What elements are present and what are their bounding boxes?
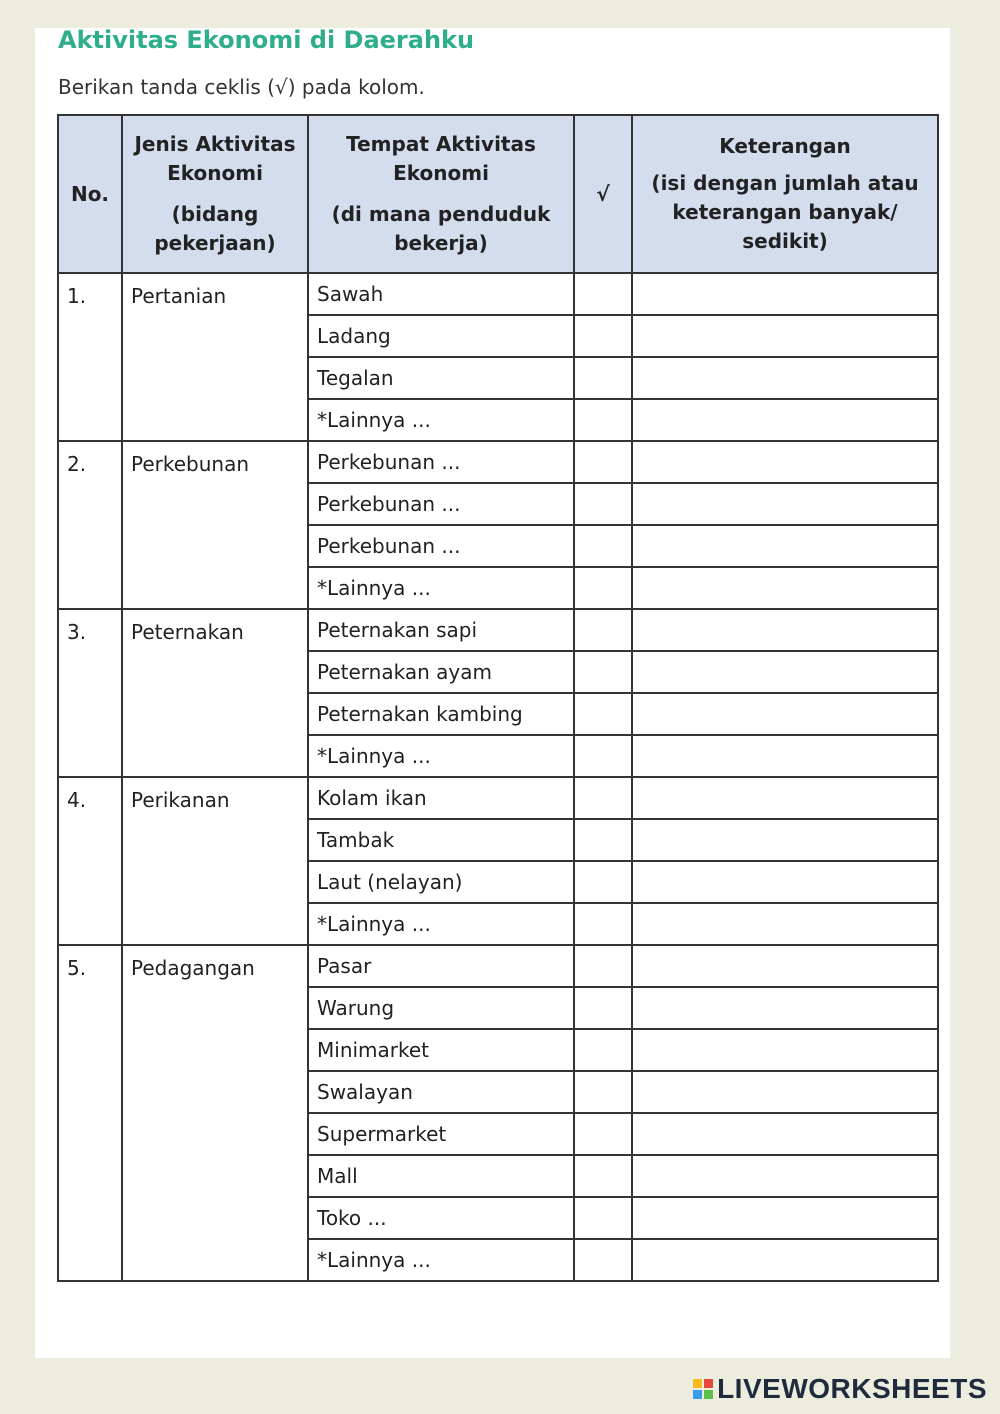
checkmark-cell[interactable]	[574, 1113, 632, 1155]
activity-place: Supermarket	[308, 1113, 574, 1155]
liveworksheets-brand	[693, 1373, 987, 1405]
activity-place: Peternakan sapi	[308, 609, 574, 651]
row-number: 5.	[58, 945, 122, 1281]
activity-place: Perkebunan ...	[308, 525, 574, 567]
header-jenis	[122, 115, 308, 273]
activity-place: Pasar	[308, 945, 574, 987]
checkmark-cell[interactable]	[574, 1071, 632, 1113]
table-body	[58, 273, 938, 1281]
keterangan-cell[interactable]	[632, 1071, 938, 1113]
header-jenis-subtitle: (bidang pekerjaan)	[154, 202, 276, 255]
activity-place: *Lainnya ...	[308, 399, 574, 441]
worksheet-title: Aktivitas Ekonomi di Daerahku	[58, 26, 475, 54]
activity-place: Toko ...	[308, 1197, 574, 1239]
row-number: 3.	[58, 609, 122, 777]
table-row	[58, 273, 938, 315]
activity-place: Perkebunan ...	[308, 441, 574, 483]
keterangan-cell[interactable]	[632, 1029, 938, 1071]
keterangan-cell[interactable]	[632, 861, 938, 903]
header-keterangan	[632, 115, 938, 273]
liveworksheets-logo-icon	[693, 1379, 713, 1399]
activity-place: Peternakan ayam	[308, 651, 574, 693]
keterangan-cell[interactable]	[632, 903, 938, 945]
keterangan-cell[interactable]	[632, 1239, 938, 1281]
activity-place: Peternakan kambing	[308, 693, 574, 735]
header-jenis-title: Jenis Aktivitas Ekonomi	[134, 132, 296, 185]
activity-place: Minimarket	[308, 1029, 574, 1071]
activity-place: Ladang	[308, 315, 574, 357]
header-no: No.	[58, 115, 122, 273]
header-checkmark: √	[574, 115, 632, 273]
checkmark-cell[interactable]	[574, 945, 632, 987]
checkmark-cell[interactable]	[574, 315, 632, 357]
checkmark-cell[interactable]	[574, 1239, 632, 1281]
checkmark-cell[interactable]	[574, 483, 632, 525]
activity-type: Peternakan	[122, 609, 308, 777]
row-number: 1.	[58, 273, 122, 441]
liveworksheets-wordmark: LIVEWORKSHEETS	[717, 1373, 987, 1404]
table-row	[58, 777, 938, 819]
activity-place: *Lainnya ...	[308, 735, 574, 777]
activity-place: Laut (nelayan)	[308, 861, 574, 903]
keterangan-cell[interactable]	[632, 273, 938, 315]
checkmark-cell[interactable]	[574, 693, 632, 735]
checkmark-cell[interactable]	[574, 441, 632, 483]
activity-type: Pedagangan	[122, 945, 308, 1281]
header-tempat-subtitle: (di mana penduduk bekerja)	[331, 202, 551, 255]
checkmark-cell[interactable]	[574, 609, 632, 651]
keterangan-cell[interactable]	[632, 735, 938, 777]
checkmark-cell[interactable]	[574, 567, 632, 609]
logo-square	[704, 1379, 713, 1388]
activity-place: Swalayan	[308, 1071, 574, 1113]
keterangan-cell[interactable]	[632, 1155, 938, 1197]
checkmark-cell[interactable]	[574, 1155, 632, 1197]
table-row	[58, 609, 938, 651]
worksheet-instruction: Berikan tanda ceklis (√) pada kolom.	[58, 75, 425, 99]
keterangan-cell[interactable]	[632, 441, 938, 483]
logo-square	[693, 1390, 702, 1399]
activity-place: Warung	[308, 987, 574, 1029]
activity-place: *Lainnya ...	[308, 567, 574, 609]
keterangan-cell[interactable]	[632, 399, 938, 441]
keterangan-cell[interactable]	[632, 1113, 938, 1155]
keterangan-cell[interactable]	[632, 987, 938, 1029]
activity-place: *Lainnya ...	[308, 903, 574, 945]
checkmark-cell[interactable]	[574, 777, 632, 819]
checkmark-cell[interactable]	[574, 651, 632, 693]
economic-activity-table	[57, 114, 939, 1282]
activity-place: Tambak	[308, 819, 574, 861]
activity-place: Perkebunan ...	[308, 483, 574, 525]
checkmark-cell[interactable]	[574, 1197, 632, 1239]
checkmark-cell[interactable]	[574, 525, 632, 567]
activity-type: Pertanian	[122, 273, 308, 441]
table-header-row	[58, 115, 938, 273]
keterangan-cell[interactable]	[632, 609, 938, 651]
activity-place: Mall	[308, 1155, 574, 1197]
header-tempat	[308, 115, 574, 273]
keterangan-cell[interactable]	[632, 315, 938, 357]
keterangan-cell[interactable]	[632, 567, 938, 609]
checkmark-cell[interactable]	[574, 987, 632, 1029]
activity-place: Sawah	[308, 273, 574, 315]
table-row	[58, 441, 938, 483]
checkmark-cell[interactable]	[574, 819, 632, 861]
checkmark-cell[interactable]	[574, 399, 632, 441]
keterangan-cell[interactable]	[632, 693, 938, 735]
checkmark-cell[interactable]	[574, 861, 632, 903]
keterangan-cell[interactable]	[632, 819, 938, 861]
row-number: 4.	[58, 777, 122, 945]
row-number: 2.	[58, 441, 122, 609]
checkmark-cell[interactable]	[574, 357, 632, 399]
activity-type: Perkebunan	[122, 441, 308, 609]
checkmark-cell[interactable]	[574, 1029, 632, 1071]
activity-place: *Lainnya ...	[308, 1239, 574, 1281]
keterangan-cell[interactable]	[632, 1197, 938, 1239]
keterangan-cell[interactable]	[632, 777, 938, 819]
header-keterangan-subtitle: (isi dengan jumlah atau keterangan banyak/ sedikit)	[651, 171, 919, 253]
checkmark-cell[interactable]	[574, 903, 632, 945]
keterangan-cell[interactable]	[632, 483, 938, 525]
activity-type: Perikanan	[122, 777, 308, 945]
activity-place: Kolam ikan	[308, 777, 574, 819]
activity-place: Tegalan	[308, 357, 574, 399]
keterangan-cell[interactable]	[632, 945, 938, 987]
keterangan-cell[interactable]	[632, 651, 938, 693]
checkmark-cell[interactable]	[574, 735, 632, 777]
header-keterangan-title: Keterangan	[719, 134, 851, 158]
table-row	[58, 945, 938, 987]
logo-square	[704, 1390, 713, 1399]
header-tempat-title: Tempat Aktivitas Ekonomi	[346, 132, 536, 185]
logo-square	[693, 1379, 702, 1388]
keterangan-cell[interactable]	[632, 525, 938, 567]
checkmark-cell[interactable]	[574, 273, 632, 315]
keterangan-cell[interactable]	[632, 357, 938, 399]
